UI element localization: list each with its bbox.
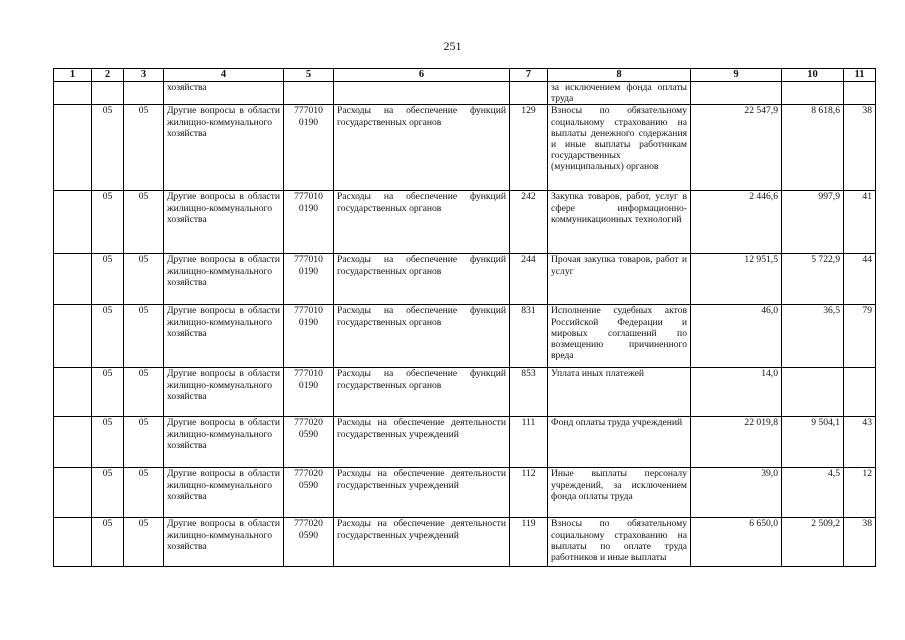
percent-cell [844,368,876,417]
target-article-cell: 777020 0590 [284,518,334,567]
plan-amount-cell: 2 446,6 [691,191,782,254]
section-code-cell: 05 [92,191,124,254]
subsection-code-cell: 05 [124,468,164,518]
empty-cell [54,305,92,368]
actual-amount-cell: 4,5 [782,468,844,518]
table-row [54,305,876,368]
section-name-cell: Другие вопросы в области жилищно-коммунального хозяйства [164,254,284,305]
actual-amount-cell [782,368,844,417]
subsection-code-cell: 05 [124,305,164,368]
target-article-name-cell: Расходы на обеспечение деятельности государственных учреждений [334,417,510,468]
column-header: 7 [510,69,548,82]
empty-cell [54,254,92,305]
column-header: 8 [548,69,691,82]
expense-type-cell: Прочая закупка товаров, работ и услуг [548,254,691,305]
plan-amount-cell: 12 951,5 [691,254,782,305]
target-article-name-cell: Расходы на обеспечение функций государственных органов [334,254,510,305]
expense-kind-code-cell: 129 [510,105,548,191]
expense-type-cell: за исключением фонда оплаты труда [548,82,691,105]
expense-kind-code-cell: 112 [510,468,548,518]
empty-cell [54,368,92,417]
table-row [54,368,876,417]
column-header: 10 [782,69,844,82]
expense-type-cell: Иные выплаты персоналу учреждений, за исключением фонда оплаты труда [548,468,691,518]
plan-amount-cell: 46,0 [691,305,782,368]
column-header: 4 [164,69,284,82]
section-name-cell: Другие вопросы в области жилищно-коммунального хозяйства [164,191,284,254]
plan-amount-cell: 22 019,8 [691,417,782,468]
target-article-cell: 777010 0190 [284,254,334,305]
section-name-cell: Другие вопросы в области жилищно-коммунального хозяйства [164,417,284,468]
expense-kind-code-cell: 242 [510,191,548,254]
table-row [54,417,876,468]
percent-cell: 79 [844,305,876,368]
column-header: 6 [334,69,510,82]
target-article-name-cell: Расходы на обеспечение деятельности государственных учреждений [334,518,510,567]
target-article-cell: 777010 0190 [284,191,334,254]
target-article-name-cell: Расходы на обеспечение функций государственных органов [334,191,510,254]
plan-amount-cell: 22 547,9 [691,105,782,191]
header-row [54,69,876,82]
subsection-code-cell: 05 [124,368,164,417]
subsection-code-cell: 05 [124,105,164,191]
subsection-code-cell: 05 [124,518,164,567]
section-code-cell: 05 [92,518,124,567]
section-code-cell: 05 [92,468,124,518]
expense-type-cell: Уплата иных платежей [548,368,691,417]
actual-amount-cell: 997,9 [782,191,844,254]
column-header: 1 [54,69,92,82]
actual-amount-cell: 5 722,9 [782,254,844,305]
expense-kind-code-cell: 119 [510,518,548,567]
target-article-cell: 777020 0590 [284,468,334,518]
expense-kind-code-cell: 244 [510,254,548,305]
expense-type-cell: Взносы по обязательному социальному страхованию на выплаты денежного содержания и иные выплаты работникам государственных (муниципальных) органов [548,105,691,191]
page-number: 251 [443,39,462,53]
actual-amount-cell: 36,5 [782,305,844,368]
expense-kind-code-cell: 111 [510,417,548,468]
table-row [54,468,876,518]
target-article-name-cell: Расходы на обеспечение деятельности государственных учреждений [334,468,510,518]
target-article-name-cell: Расходы на обеспечение функций государственных органов [334,105,510,191]
percent-cell: 12 [844,468,876,518]
percent-cell: 41 [844,191,876,254]
plan-amount-cell: 6 650,0 [691,518,782,567]
percent-cell: 38 [844,518,876,567]
empty-cell [54,105,92,191]
table-row [54,191,876,254]
target-article-name-cell: Расходы на обеспечение функций государственных органов [334,305,510,368]
column-header: 11 [844,69,876,82]
section-name-cell: Другие вопросы в области жилищно-коммунального хозяйства [164,368,284,417]
subsection-code-cell: 05 [124,254,164,305]
section-code-cell: 05 [92,417,124,468]
expense-kind-code-cell: 853 [510,368,548,417]
section-code-cell: 05 [92,254,124,305]
target-article-name-cell: Расходы на обеспечение функций государственных органов [334,368,510,417]
empty-cell [54,191,92,254]
percent-cell: 38 [844,105,876,191]
table-row [54,254,876,305]
empty-cell [54,468,92,518]
section-code-cell: 05 [92,105,124,191]
section-name-cell: Другие вопросы в области жилищно-коммунального хозяйства [164,105,284,191]
table-row-continuation [54,82,876,105]
expense-kind-code-cell: 831 [510,305,548,368]
actual-amount-cell: 8 618,6 [782,105,844,191]
expense-type-cell: Исполнение судебных актов Российской Федерации и мировых соглашений по возмещению причиненного вреда [548,305,691,368]
subsection-code-cell: 05 [124,417,164,468]
section-code-cell: 05 [92,368,124,417]
column-header: 2 [92,69,124,82]
target-article-cell: 777010 0190 [284,105,334,191]
subsection-code-cell: 05 [124,191,164,254]
actual-amount-cell: 2 509,2 [782,518,844,567]
empty-cell [54,518,92,567]
percent-cell: 44 [844,254,876,305]
plan-amount-cell: 14,0 [691,368,782,417]
table-row [54,105,876,191]
table-row [54,518,876,567]
expense-type-cell: Закупка товаров, работ, услуг в сфере информационно-коммуникационных технологий [548,191,691,254]
target-article-cell: 777010 0190 [284,305,334,368]
plan-amount-cell: 39,0 [691,468,782,518]
actual-amount-cell: 9 504,1 [782,417,844,468]
percent-cell: 43 [844,417,876,468]
expense-type-cell: Взносы по обязательному социальному страхованию на выплаты по оплате труда работников и иные выплаты [548,518,691,567]
budget-table [53,68,876,567]
column-header: 5 [284,69,334,82]
empty-cell [54,417,92,468]
target-article-cell: 777010 0190 [284,368,334,417]
section-name-cell: хозяйства [164,82,284,105]
section-name-cell: Другие вопросы в области жилищно-коммунального хозяйства [164,305,284,368]
target-article-cell: 777020 0590 [284,417,334,468]
column-header: 9 [691,69,782,82]
section-name-cell: Другие вопросы в области жилищно-коммунального хозяйства [164,468,284,518]
section-code-cell: 05 [92,305,124,368]
table-body [54,105,876,567]
expense-type-cell: Фонд оплаты труда учреждений [548,417,691,468]
column-header: 3 [124,69,164,82]
section-name-cell: Другие вопросы в области жилищно-коммунального хозяйства [164,518,284,567]
